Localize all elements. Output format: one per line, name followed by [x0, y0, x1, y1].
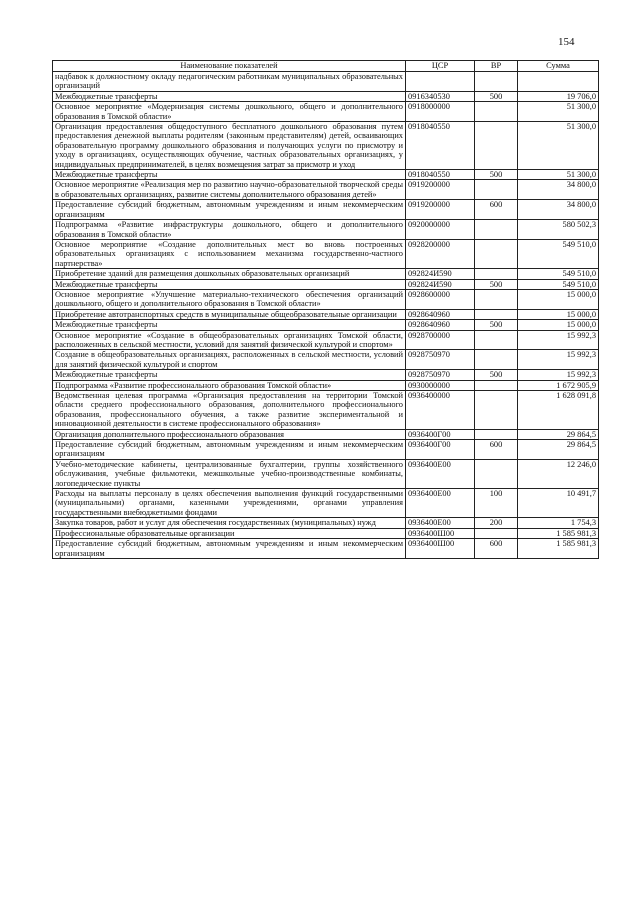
row-name-cell: Предоставление субсидий бюджетным, автономным учреждениям и иным некоммерческим организациям	[53, 539, 406, 559]
row-sum-cell: 12 246,0	[518, 459, 599, 488]
table-row	[53, 170, 599, 180]
row-csr-cell: 0918000000	[406, 102, 475, 122]
row-sum-cell: 15 992,3	[518, 330, 599, 350]
row-sum-cell: 51 300,0	[518, 170, 599, 180]
row-vr-cell: 600	[475, 200, 518, 220]
row-vr-cell: 500	[475, 91, 518, 101]
header-csr: ЦСР	[406, 61, 475, 72]
table-row	[53, 320, 599, 330]
row-sum-cell: 10 491,7	[518, 489, 599, 518]
row-sum-cell: 15 992,3	[518, 370, 599, 380]
table-row	[53, 220, 599, 240]
row-csr-cell: 0930000000	[406, 380, 475, 390]
row-csr-cell: 0936400Е00	[406, 489, 475, 518]
table-header-row	[53, 61, 599, 72]
row-name-cell: Основное мероприятие «Создание дополнительных мест во вновь построенных образовательных организациях с использованием механизма государственно-частного партнерства»	[53, 239, 406, 268]
row-vr-cell	[475, 309, 518, 319]
page-number: 154	[558, 36, 575, 48]
table-row	[53, 72, 599, 92]
row-name-cell: Предоставление субсидий бюджетным, автономным учреждениям и иным некоммерческим организациям	[53, 440, 406, 460]
row-sum-cell: 580 502,3	[518, 220, 599, 240]
row-vr-cell: 500	[475, 170, 518, 180]
row-vr-cell	[475, 180, 518, 200]
row-sum-cell: 549 510,0	[518, 279, 599, 289]
row-vr-cell	[475, 72, 518, 92]
row-sum-cell: 15 000,0	[518, 289, 599, 309]
table-row	[53, 269, 599, 279]
table-row	[53, 539, 599, 559]
table-row	[53, 200, 599, 220]
row-name-cell: Основное мероприятие «Создание в общеобразовательных организациях Томской области, расположенных в сельской местности, условий для занятий физической культурой и спортом»	[53, 330, 406, 350]
table-row	[53, 239, 599, 268]
row-name-cell: Основное мероприятие «Реализация мер по развитию научно-образовательной творческой среды в образовательных организациях, развитие системы дополнительного образования детей»	[53, 180, 406, 200]
row-name-cell: Учебно-методические кабинеты, централизованные бухгалтерии, группы хозяйственного обслуживания, учебные фильмотеки, межшкольные учебно-производственные комбинаты, логопедические пункты	[53, 459, 406, 488]
row-name-cell: Основное мероприятие «Модернизация системы дошкольного, общего и дополнительного образования в Томской области»	[53, 102, 406, 122]
table-row	[53, 440, 599, 460]
row-csr-cell: 092824И590	[406, 269, 475, 279]
row-sum-cell: 1 754,3	[518, 518, 599, 528]
row-csr-cell: 0928200000	[406, 239, 475, 268]
header-sum: Сумма	[518, 61, 599, 72]
row-sum-cell: 29 864,5	[518, 429, 599, 439]
row-name-cell: Предоставление субсидий бюджетным, автономным учреждениям и иным некоммерческим организациям	[53, 200, 406, 220]
row-sum-cell: 1 628 091,8	[518, 391, 599, 430]
row-name-cell: Межбюджетные трансферты	[53, 279, 406, 289]
row-vr-cell	[475, 239, 518, 268]
header-vr: ВР	[475, 61, 518, 72]
row-sum-cell: 29 864,5	[518, 440, 599, 460]
table-row	[53, 289, 599, 309]
row-vr-cell: 100	[475, 489, 518, 518]
table-row	[53, 102, 599, 122]
row-csr-cell: 0920000000	[406, 220, 475, 240]
table-row	[53, 429, 599, 439]
row-sum-cell: 34 800,0	[518, 180, 599, 200]
row-sum-cell: 549 510,0	[518, 239, 599, 268]
table-row	[53, 380, 599, 390]
table-row	[53, 180, 599, 200]
row-name-cell: Межбюджетные трансферты	[53, 170, 406, 180]
table-row	[53, 330, 599, 350]
row-name-cell: Приобретение автотранспортных средств в муниципальные общеобразовательные организации	[53, 309, 406, 319]
row-name-cell: Подпрограмма «Развитие профессионального образования Томской области»	[53, 380, 406, 390]
table-row	[53, 122, 599, 170]
budget-table	[52, 60, 599, 559]
row-name-cell: надбавок к должностному окладу педагогическим работникам муниципальных образовательных организаций	[53, 72, 406, 92]
row-sum-cell: 15 992,3	[518, 350, 599, 370]
row-vr-cell	[475, 528, 518, 538]
row-name-cell: Организация предоставления общедоступного бесплатного дошкольного образования путем предоставления денежной выплаты родителям (законным представителям) детей, осваивающих образовательную программу дошкольного образования и получающих услуги по присмотру и уходу в организациях, осуществляющих обучение, частных образовательных организациях, у индивидуальных предпринимателей, в целях возмещения затрат за присмотр и уход	[53, 122, 406, 170]
row-vr-cell	[475, 102, 518, 122]
row-name-cell: Подпрограмма «Развитие инфраструктуры дошкольного, общего и дополнительного образования в Томской области»	[53, 220, 406, 240]
row-vr-cell: 200	[475, 518, 518, 528]
table-row	[53, 391, 599, 430]
row-name-cell: Закупка товаров, работ и услуг для обеспечения государственных (муниципальных) нужд	[53, 518, 406, 528]
table-row	[53, 91, 599, 101]
row-sum-cell: 34 800,0	[518, 200, 599, 220]
row-vr-cell	[475, 391, 518, 430]
row-csr-cell: 0936400Г00	[406, 440, 475, 460]
row-vr-cell	[475, 459, 518, 488]
row-csr-cell: 0918040550	[406, 170, 475, 180]
row-sum-cell	[518, 72, 599, 92]
row-name-cell: Межбюджетные трансферты	[53, 91, 406, 101]
row-csr-cell: 0919200000	[406, 180, 475, 200]
row-csr-cell: 0936400Ш00	[406, 528, 475, 538]
row-name-cell: Приобретение зданий для размещения дошкольных образовательных организаций	[53, 269, 406, 279]
table-body	[53, 72, 599, 559]
row-sum-cell: 15 000,0	[518, 309, 599, 319]
row-csr-cell: 0919200000	[406, 200, 475, 220]
row-csr-cell: 0936400Г00	[406, 429, 475, 439]
row-vr-cell: 500	[475, 370, 518, 380]
table-row	[53, 459, 599, 488]
row-vr-cell	[475, 269, 518, 279]
row-vr-cell	[475, 380, 518, 390]
header-name: Наименование показателей	[53, 61, 406, 72]
row-csr-cell: 0936400Е00	[406, 459, 475, 488]
row-csr-cell: 0916340530	[406, 91, 475, 101]
row-vr-cell	[475, 350, 518, 370]
row-sum-cell: 1 585 981,3	[518, 528, 599, 538]
row-csr-cell: 0928750970	[406, 370, 475, 380]
row-sum-cell: 549 510,0	[518, 269, 599, 279]
table-row	[53, 518, 599, 528]
row-vr-cell: 600	[475, 440, 518, 460]
row-vr-cell	[475, 122, 518, 170]
row-sum-cell: 15 000,0	[518, 320, 599, 330]
row-name-cell: Профессиональные образовательные организации	[53, 528, 406, 538]
row-csr-cell: 0918040550	[406, 122, 475, 170]
row-csr-cell: 0928750970	[406, 350, 475, 370]
row-vr-cell	[475, 429, 518, 439]
row-sum-cell: 1 672 905,9	[518, 380, 599, 390]
row-vr-cell	[475, 220, 518, 240]
row-name-cell: Ведомственная целевая программа «Организация предоставления на территории Томской области среднего профессионального образования, дополнительного профессионального образования, профессионального обучения, а также развитие экспериментальной и инновационной деятельности в системе профессионального образования»	[53, 391, 406, 430]
row-csr-cell: 092824И590	[406, 279, 475, 289]
table-row	[53, 350, 599, 370]
row-csr-cell	[406, 72, 475, 92]
row-name-cell: Создание в общеобразовательных организациях, расположенных в сельской местности, условий для занятий физической культурой и спортом	[53, 350, 406, 370]
row-csr-cell: 0936400Ш00	[406, 539, 475, 559]
row-csr-cell: 0928700000	[406, 330, 475, 350]
row-csr-cell: 0936400Е00	[406, 518, 475, 528]
row-csr-cell: 0928600000	[406, 289, 475, 309]
row-vr-cell	[475, 330, 518, 350]
table-row	[53, 489, 599, 518]
row-vr-cell: 500	[475, 279, 518, 289]
row-vr-cell: 600	[475, 539, 518, 559]
row-vr-cell	[475, 289, 518, 309]
row-csr-cell: 0936400000	[406, 391, 475, 430]
row-name-cell: Основное мероприятие «Улучшение материально-технического обеспечения организаций дошкольного, общего и дополнительного образования в Томской области»	[53, 289, 406, 309]
row-name-cell: Организация дополнительного профессионального образования	[53, 429, 406, 439]
row-sum-cell: 1 585 981,3	[518, 539, 599, 559]
row-name-cell: Расходы на выплаты персоналу в целях обеспечения выполнения функций государственными (муниципальными) органами, казенными учреждениями, органами управления государственными внебюджетными фондами	[53, 489, 406, 518]
table-row	[53, 279, 599, 289]
row-vr-cell: 500	[475, 320, 518, 330]
row-csr-cell: 0928640960	[406, 320, 475, 330]
table-row	[53, 370, 599, 380]
row-sum-cell: 51 300,0	[518, 102, 599, 122]
row-sum-cell: 19 706,0	[518, 91, 599, 101]
row-csr-cell: 0928640960	[406, 309, 475, 319]
table-row	[53, 528, 599, 538]
row-sum-cell: 51 300,0	[518, 122, 599, 170]
table-row	[53, 309, 599, 319]
row-name-cell: Межбюджетные трансферты	[53, 370, 406, 380]
row-name-cell: Межбюджетные трансферты	[53, 320, 406, 330]
